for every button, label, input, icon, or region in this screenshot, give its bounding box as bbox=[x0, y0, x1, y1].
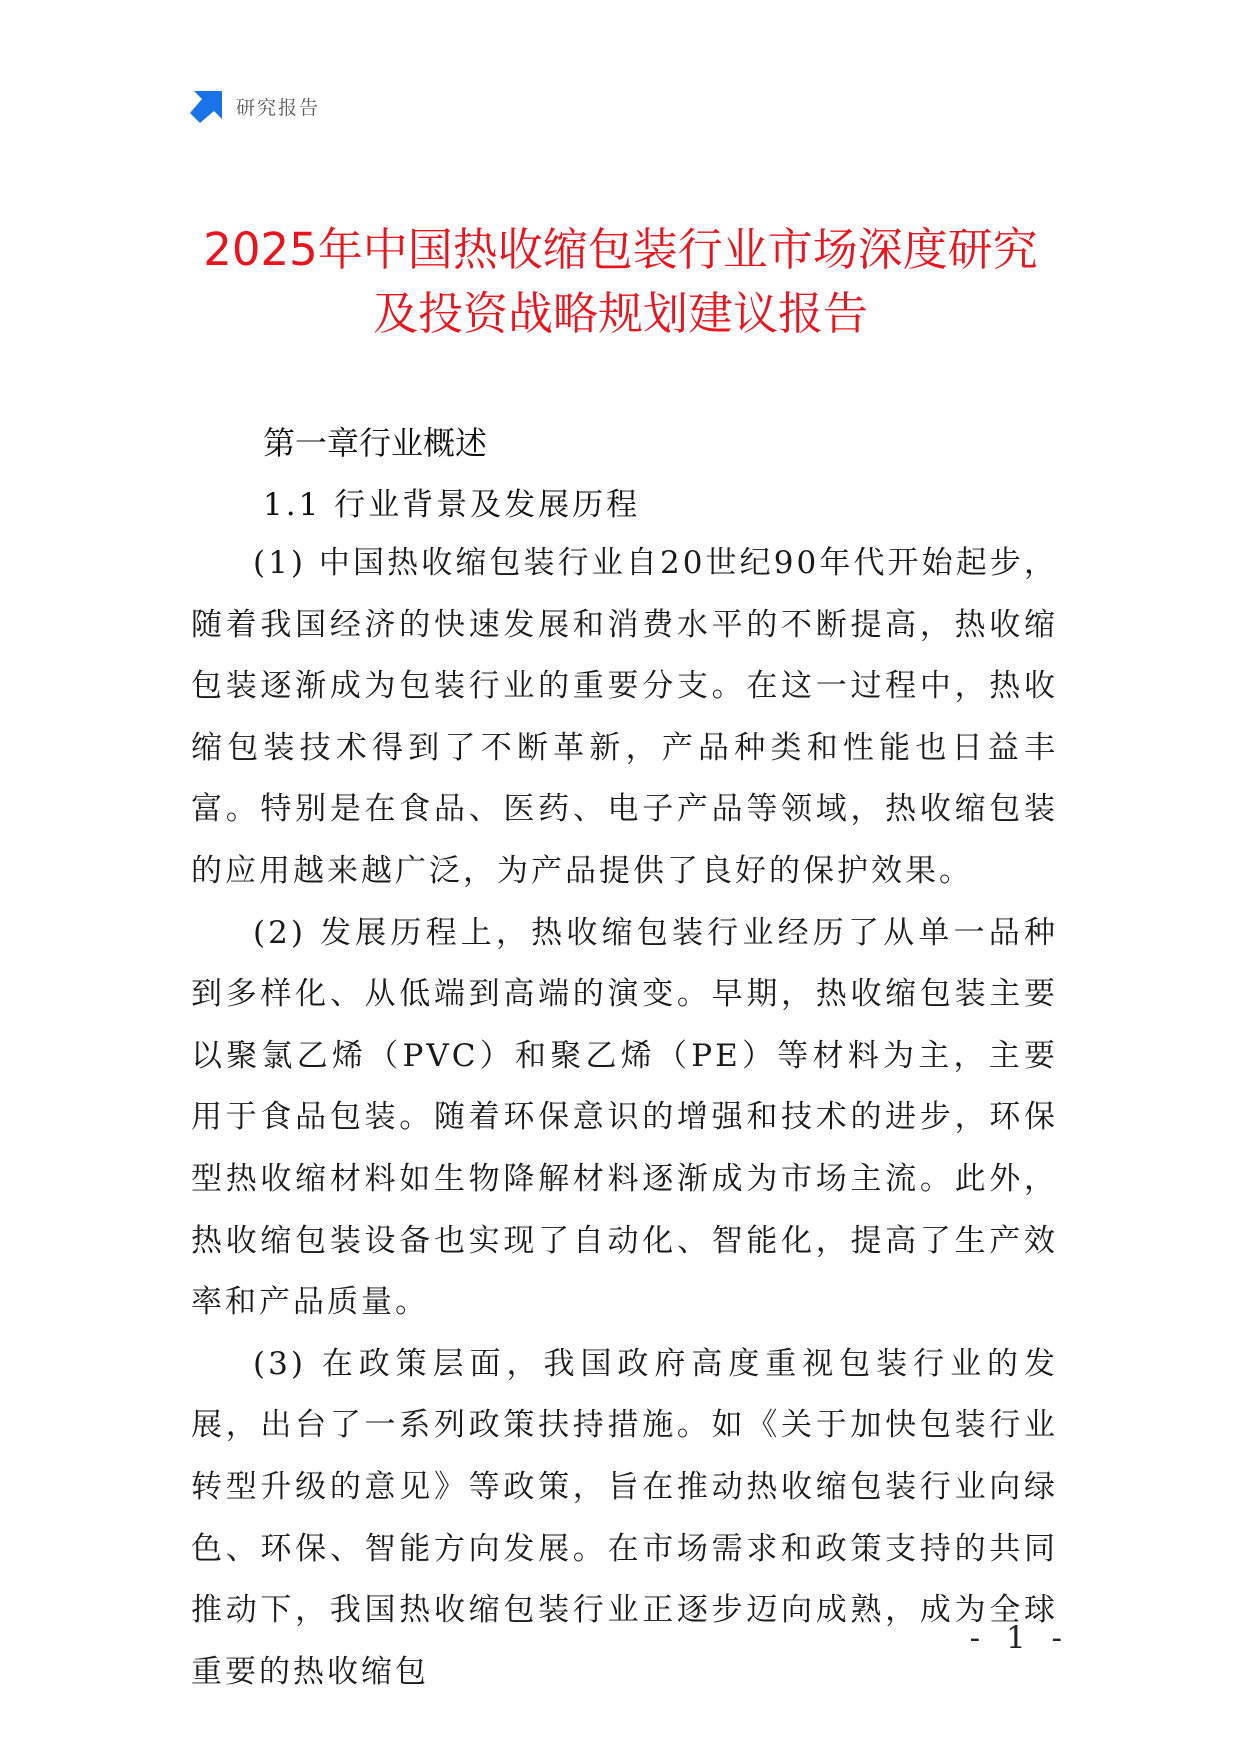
body-text bbox=[191, 533, 1058, 1703]
paragraph-3: (3) 在政策层面，我国政府高度重视包装行业的发展，出台了一系列政策扶持措施。如《关于加快包装行业转型升级的意见》等政策，旨在推动热收缩包装行业向绿色、环保、智能方向发展。在市场需求和政策支持的共同推动下，我国热收缩包装行业正逐步迈向成熟，成为全球重要的热收缩包 bbox=[191, 1345, 1058, 1690]
report-header bbox=[190, 88, 320, 124]
page-number: - 1 - bbox=[969, 1620, 1070, 1656]
paragraph-2: (2) 发展历程上，热收缩包装行业经历了从单一品种到多样化、从低端到高端的演变。早期，热收缩包装主要以聚氯乙烯（PVC）和聚乙烯（PE）等材料为主，主要用于食品包装。随着环保意识的增强和技术的进步，环保型热收缩材料如生物降解材料逐渐成为市场主流。此外，热收缩包装设备也实现了自动化、智能化，提高了生产效率和产品质量。 bbox=[191, 914, 1058, 1321]
title-line-2: 及投资战略规划建议报告 bbox=[372, 287, 868, 340]
paragraph-1: (1) 中国热收缩包装行业自20世纪90年代开始起步，随着我国经济的快速发展和消费水平的不断提高，热收缩包装逐渐成为包装行业的重要分支。在这一过程中，热收缩包装技术得到了不断革新，产品种类和性能也日益丰富。特别是在食品、医药、电子产品等领域，热收缩包装的应用越来越广泛，为产品提供了良好的保护效果。 bbox=[191, 545, 1058, 889]
report-title bbox=[150, 218, 1091, 346]
section-heading: 1.1 行业背景及发展历程 bbox=[263, 487, 641, 523]
chapter-heading: 第一章行业概述 bbox=[263, 424, 488, 462]
arrow-up-right-icon bbox=[190, 89, 224, 123]
title-line-1: 2025年中国热收缩包装行业市场深度研究 bbox=[203, 223, 1038, 276]
header-label: 研究报告 bbox=[236, 96, 321, 119]
